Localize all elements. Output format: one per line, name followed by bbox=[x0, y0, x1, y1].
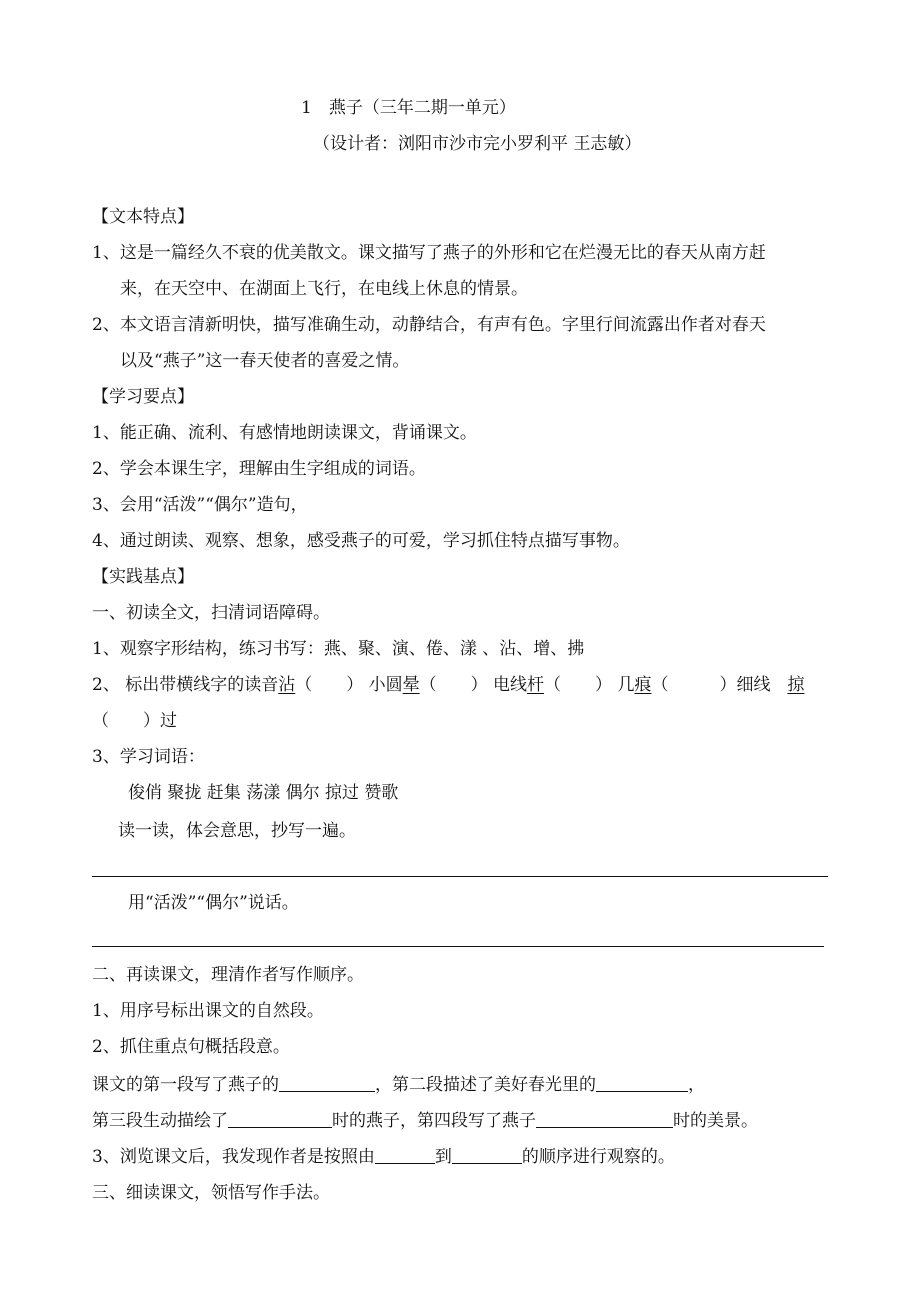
practice-item-3: 3、学习词语： bbox=[92, 747, 205, 767]
item-2-text-4: （ ）细线 bbox=[651, 675, 788, 695]
item-2-lead: 2、 标出带横线字的读音 bbox=[92, 675, 279, 695]
practice-item-2 bbox=[92, 674, 804, 696]
part-2-item-1: 1、用序号标出课文的自然段。 bbox=[92, 1001, 324, 1021]
section-heading-text-features: 【文本特点】 bbox=[92, 207, 194, 227]
text-feature-1-cont: 来，在天空中、在湖面上飞行，在电线上休息的情景。 bbox=[120, 279, 528, 299]
fill-in-sentence-3 bbox=[92, 1146, 675, 1168]
designer-credit: （设计者：浏阳市沙市完小罗利平 王志敏） bbox=[313, 134, 642, 154]
fill-1-text-b: ，第二段描述了美好春光里的 bbox=[375, 1075, 596, 1095]
fill-2-text-a: 第三段生动描绘了 bbox=[92, 1111, 228, 1131]
section-heading-learning-points: 【学习要点】 bbox=[92, 387, 194, 407]
underlined-char-3: 杆 bbox=[527, 675, 545, 695]
item-2-text-2: （ ） 电线 bbox=[419, 675, 528, 695]
learning-point-1: 1、能正确、流利、有感情地朗读课文，背诵课文。 bbox=[92, 423, 477, 443]
practice-part-3: 三、细读课文，领悟写作手法。 bbox=[92, 1183, 330, 1203]
practice-item-1: 1、观察字形结构，练习书写：燕、聚、演、倦、漾 、沾、增、拂 bbox=[92, 639, 585, 659]
fill-3-text-a: 3、浏览课文后，我发现作者是按照由 bbox=[92, 1147, 375, 1167]
speak-instruction: 用“活泼”“偶尔”说话。 bbox=[128, 893, 299, 913]
fill-blank-third-paragraph[interactable] bbox=[228, 1111, 332, 1128]
underlined-char-1: 沾 bbox=[278, 675, 296, 695]
text-feature-1: 1、这是一篇经久不衰的优美散文。课文描写了燕子的外形和它在烂漫无比的春天从南方赶 bbox=[92, 243, 766, 263]
learning-point-4: 4、通过朗读、观察、想象，感受燕子的可爱，学习抓住特点描写事物。 bbox=[92, 531, 630, 551]
fill-3-text-b: 到 bbox=[434, 1147, 452, 1167]
fill-blank-first-paragraph[interactable] bbox=[279, 1075, 375, 1092]
document-title: 1 燕子（三年二期一单元） bbox=[301, 98, 516, 118]
fill-2-text-b: 时的燕子，第四段写了燕子 bbox=[332, 1111, 536, 1131]
speaking-writing-line[interactable] bbox=[92, 946, 824, 947]
item-2-text-1: （ ） 小圆 bbox=[295, 675, 403, 695]
fill-3-text-c: 的顺序进行观察的。 bbox=[521, 1147, 675, 1167]
fill-2-text-c: 时的美景。 bbox=[673, 1111, 758, 1131]
fill-blank-order-from[interactable] bbox=[375, 1147, 435, 1164]
learning-point-3: 3、会用“活泼”“偶尔”造句， bbox=[92, 495, 308, 515]
item-2-text-3: （ ） 几 bbox=[544, 675, 635, 695]
underlined-char-5: 掠 bbox=[787, 675, 805, 695]
fill-1-text-c: ， bbox=[688, 1075, 705, 1095]
fill-in-sentence-1 bbox=[92, 1074, 705, 1096]
practice-part-1: 一、初读全文，扫清词语障碍。 bbox=[92, 603, 330, 623]
vocabulary-words: 俊俏 聚拢 赶集 荡漾 偶尔 掠过 赞歌 bbox=[128, 783, 399, 803]
part-2-item-2: 2、抓住重点句概括段意。 bbox=[92, 1037, 290, 1057]
practice-part-2: 二、再读课文，理清作者写作顺序。 bbox=[92, 965, 364, 985]
underlined-char-2: 晕 bbox=[402, 675, 420, 695]
underlined-char-4: 痕 bbox=[634, 675, 652, 695]
text-feature-2-cont: 以及“燕子”这一春天使者的喜爱之情。 bbox=[120, 351, 410, 371]
fill-1-text-a: 课文的第一段写了燕子的 bbox=[92, 1075, 279, 1095]
section-heading-practice: 【实践基点】 bbox=[92, 567, 194, 587]
read-copy-instruction: 读一读，体会意思，抄写一遍。 bbox=[118, 821, 356, 841]
fill-blank-second-paragraph[interactable] bbox=[596, 1075, 688, 1092]
fill-in-sentence-2 bbox=[92, 1110, 758, 1132]
fill-blank-order-to[interactable] bbox=[452, 1147, 522, 1164]
practice-item-2-cont: （ ）过 bbox=[92, 711, 177, 731]
text-feature-2: 2、本文语言清新明快，描写准确生动，动静结合，有声有色。字里行间流露出作者对春天 bbox=[92, 315, 766, 335]
learning-point-2: 2、学会本课生字，理解由生字组成的词语。 bbox=[92, 459, 426, 479]
copy-writing-line[interactable] bbox=[92, 876, 828, 877]
fill-blank-fourth-paragraph[interactable] bbox=[536, 1111, 673, 1128]
